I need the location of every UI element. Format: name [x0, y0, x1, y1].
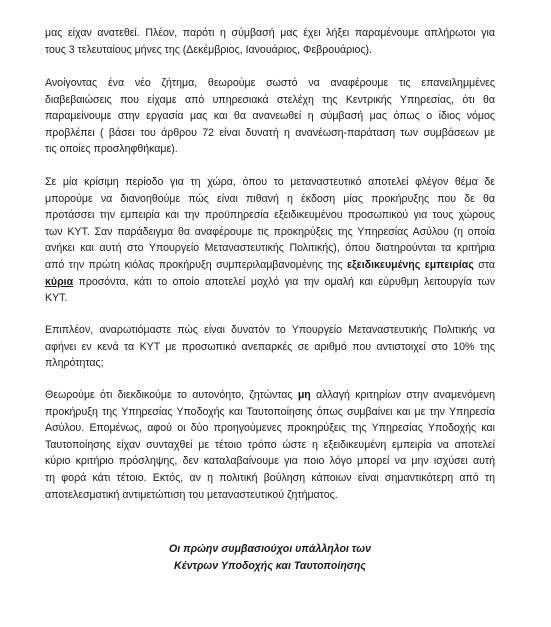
text-line: Επιπλέον, αναρωτιόμαστε πώς είναι δυνατόν το Υπουργείο Μεταναστευτικής Πολιτικής να — [45, 324, 495, 336]
text-line: τους 3 τελευταίους μήνες της (Δεκέμβριος, Ιανουάριος, Φεβρουάριος). — [45, 43, 372, 56]
text-run: αλλαγή κριτηρίων στην αναμενόμενη — [310, 389, 495, 401]
text-line: μπορούμε να διανοηθούμε πώς είναι πιθανή η έκδοση μίας προκήρυξης που δε θα — [45, 192, 495, 205]
text-run: στα — [473, 258, 495, 271]
text-line: προβλέπει ( βάσει του άρθρου 72 είναι δυνατή η ανανέωση-παράταση των συμβάσεων με — [45, 126, 495, 139]
text-run: από την πρώτη κιόλας προκήρυξη συμπεριλαμβανομένης της — [45, 258, 347, 271]
text-line — [45, 257, 495, 274]
emphasis-text: μη — [297, 389, 311, 401]
text-line: μας είχαν ανατεθεί. Πλέον, παρότι η σύμβασή μας έχει λήξει παραμένουμε απλήρωτοι για — [45, 27, 495, 39]
text-line: κύριο κριτήριο πρόσληψης, δεν καταλαβαίνουμε για ποιο λόγο μπορεί να μην ισχύσει αυτή — [45, 455, 495, 468]
signature-block — [45, 541, 495, 575]
signature-line: Οι πρώην συμβασιούχοι υπάλληλοι των — [168, 543, 372, 555]
paragraph-5 — [45, 387, 495, 503]
text-line: προκήρυξη της Υπηρεσίας Υποδοχής και Ταυτοποίησης όπως συμβαίνει και με την Υπηρεσία — [45, 405, 495, 418]
text-line: Σε μία κρίσιμη περίοδο για τη χώρα, όπου το μεταναστευτικό αποτελεί φλέγον θέμα δε — [45, 176, 495, 188]
text-line: ΚΥΤ. — [45, 292, 68, 305]
paragraph-3 — [45, 174, 495, 307]
text-line: ανήκει και αυτή στο Υπουργείο Μεταναστευτικής Πολιτικής), όπου διατηρούνται τα κριτήρια — [45, 242, 495, 255]
paragraph-2 — [45, 75, 495, 158]
text-line: Ασύλου. Επομένως, αφού οι δύο προηγούμενες προκηρύξεις της Υπηρεσίας Υποδοχής και — [45, 422, 495, 435]
paragraph-1 — [45, 25, 495, 58]
text-line: αποτελεσματική αντιμετώπιση του μεταναστευτικού ζητήματος. — [45, 488, 338, 501]
text-line: Ταυτοποίησης είχαν συνταχθεί με τέτοιο τρόπο ώστε η εξειδικευμένη εμπειρία να αποτελεί — [45, 438, 495, 451]
text-run: προσόντα, κάτι το οποίο αποτελεί μοχλό για την ομαλή και εύρυθμη λειτουργία των — [73, 275, 495, 288]
text-line: τη φορά κάτι τέτοιο. Εκτός, αν η πολιτική βούληση κάποιων είναι σημαντικότερη από τη — [45, 471, 495, 484]
signature-line: Κέντρων Υποδοχής και Ταυτοποίησης — [174, 560, 366, 572]
text-line — [45, 387, 495, 404]
paragraph-4 — [45, 322, 495, 372]
text-line: των ΚΥΤ. Σαν παράδειγμα θα αναφέρουμε τις προκηρύξεις της Υπηρεσίας Ασύλου (η οποία — [45, 225, 495, 238]
text-line: διαβεβαιώσεις που είχαμε από υπηρεσιακά στελέχη της Κεντρικής Υπηρεσίας, ότι θα — [45, 93, 495, 106]
emphasis-underline-text: κύρια — [45, 275, 74, 288]
text-line: προτάσσει την εμπειρία και την προϋπηρεσία εξειδικευμένου προσωπικού για τους χώρους — [45, 209, 495, 222]
text-line: πληρότητας; — [45, 357, 104, 370]
emphasis-text: εξειδικευμένης εμπειρίας — [346, 258, 474, 271]
text-line: αφήνει εν κενά τα ΚΥΤ με προσωπικό ανεπαρκές σε αριθμό που αντιστοιχεί στο 10% της — [45, 340, 495, 353]
text-line — [45, 274, 495, 291]
text-line: τις οποίες προσληφθήκαμε). — [45, 143, 178, 156]
text-line: Ανοίγοντας ένα νέο ζήτημα, θεωρούμε σωστό να αναφέρουμε τις επανειλημμένες — [45, 77, 495, 89]
text-line: παραμείνουμε στην εργασία μας και θα ανανεωθεί η σύμβασή μας όπως ο ίδιος νόμος — [45, 110, 495, 123]
text-run: Θεωρούμε ότι διεκδικούμε το αυτονόητο, ζητώντας — [45, 389, 298, 401]
